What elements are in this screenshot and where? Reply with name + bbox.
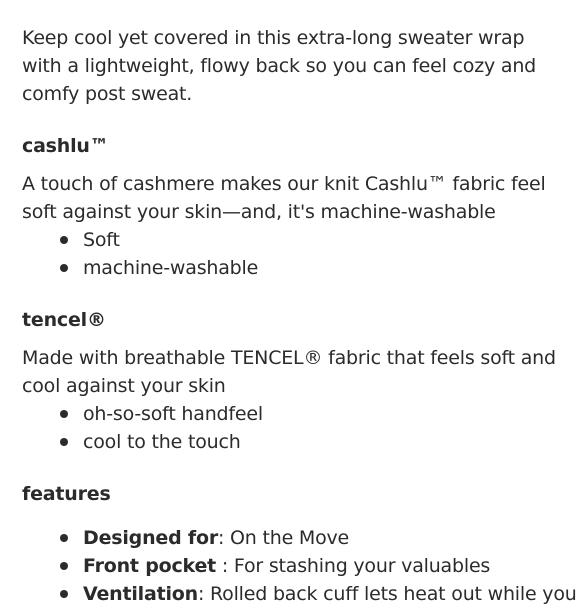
feature-label: Designed for — [83, 527, 218, 549]
cashlu-heading: cashlu™ — [22, 135, 109, 157]
cashlu-description: A touch of cashmere makes our knit Cashlu™ fabric feel soft against your skin—and, it's machine-washable — [22, 173, 546, 223]
intro-text: Keep cool yet covered in this extra-long sweater wrap with a lightweight, flowy back so you can feel cozy and comfy post sweat. — [22, 27, 537, 105]
feature-text: : For stashing your valuables — [216, 555, 491, 577]
tencel-heading: tencel® — [22, 309, 106, 331]
feature-item-ventilation — [22, 580, 577, 608]
feature-item-front-pocket — [22, 552, 567, 580]
tencel-description: Made with breathable TENCEL® fabric that feels soft and cool against your skin — [22, 347, 556, 397]
cashlu-section — [22, 133, 567, 282]
feature-label: Front pocket — [83, 555, 217, 577]
tencel-bullet-item: oh-so-soft handfeel — [22, 400, 567, 428]
cashlu-bullet-item: Soft — [22, 226, 567, 254]
tencel-bullet-item: cool to the touch — [22, 428, 567, 456]
cashlu-bullet-item: machine-washable — [22, 254, 567, 282]
feature-label: Ventilation — [83, 583, 198, 605]
features-section — [22, 481, 577, 608]
feature-item-designed-for — [22, 524, 567, 552]
tencel-bullet-list — [22, 400, 567, 456]
feature-text: : On the Move — [218, 527, 350, 549]
features-heading: features — [22, 483, 111, 505]
product-description — [22, 24, 577, 608]
cashlu-bullet-list — [22, 226, 567, 282]
feature-text: : Rolled back cuff lets heat out while you — [197, 583, 577, 605]
tencel-section — [22, 307, 567, 456]
features-list — [22, 524, 577, 608]
